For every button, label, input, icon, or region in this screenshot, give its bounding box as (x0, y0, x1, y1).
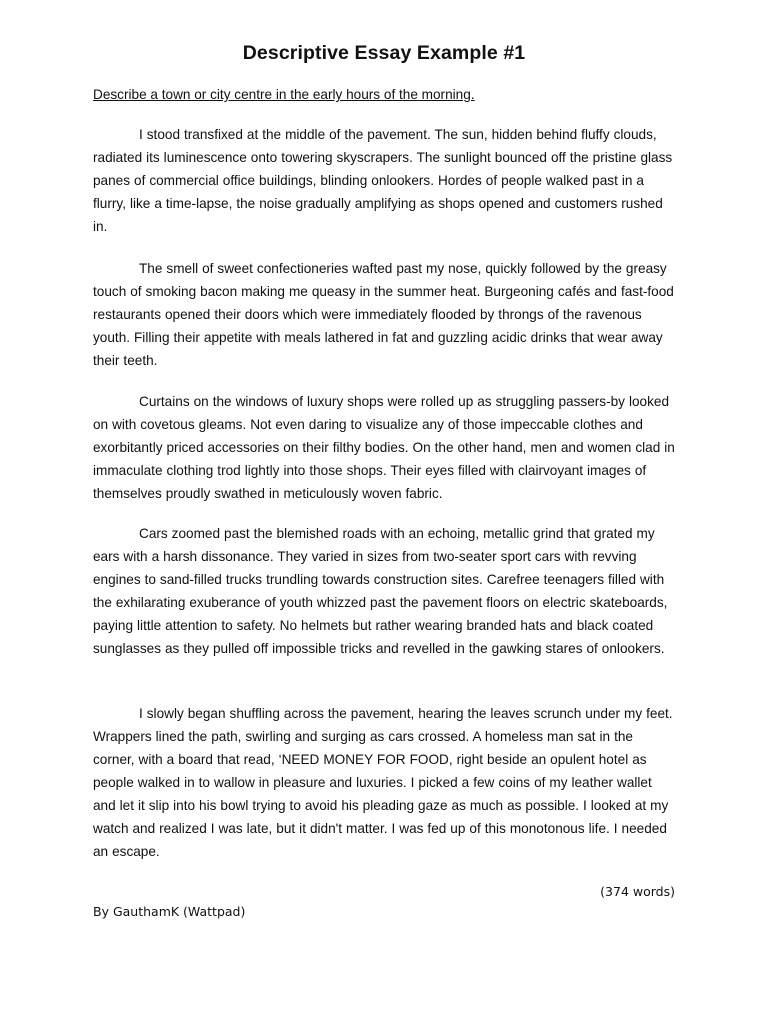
byline: By GauthamK (Wattpad) (93, 904, 246, 919)
paragraph-4: Cars zoomed past the blemished roads with an echoing, metallic grind that grated my ears with a harsh dissonance. They varied in sizes from two-seater sport cars with revving engines to sand-filled trucks trundling towards construction sites. Carefree teenagers filled with the exhilarating exuberance of youth whizzed past the pavement floors on electric skateboards, paying little attention to safety. No helmets but rather wearing branded hats and black coated sunglasses as they pulled off impossible tricks and revelled in the gawking stares of onlookers. (93, 526, 668, 656)
paragraph-3: Curtains on the windows of luxury shops were rolled up as struggling passers-by looked on with covetous gleams. Not even daring to visualize any of those impeccable clothes and exorbitantly priced accessories on their filthy bodies. On the other hand, men and women clad in immaculate clothing trod lightly into those shops. Their eyes filled with clairvoyant images of themselves proudly swathed in meticulously woven fabric. (93, 394, 675, 501)
page-title: Descriptive Essay Example #1 (242, 42, 526, 64)
essay-prompt: Describe a town or city centre in the early hours of the morning. (93, 87, 475, 102)
paragraph-5: I slowly began shuffling across the pavement, hearing the leaves scrunch under my feet. Wrappers lined the path, swirling and surging as cars crossed. A homeless man sat in the corner, with a board that read, ‘NEED MONEY FOR FOOD, right beside an opulent hotel as people walked in to wallow in pleasure and luxuries. I picked a few coins of my leather wallet and let it slip into his bowl trying to avoid his pleading gaze as much as possible. I looked at my watch and realized I was late, but it didn't matter. I was fed up of this monotonous life. I needed an escape. (93, 706, 673, 859)
word-count: (374 words) (600, 884, 675, 899)
paragraph-2: The smell of sweet confectioneries wafted past my nose, quickly followed by the greasy touch of smoking bacon making me queasy in the summer heat. Burgeoning cafés and fast-food restaurants opened their doors which were immediately flooded by throngs of the ravenous youth. Filling their appetite with meals lathered in fat and guzzling acidic drinks that wear away their teeth. (93, 261, 674, 368)
paragraph-1: I stood transfixed at the middle of the pavement. The sun, hidden behind fluffy clouds, radiated its luminescence onto towering skyscrapers. The sunlight bounced off the pristine glass panes of commercial office buildings, blinding onlookers. Hordes of people walked past in a flurry, like a time-lapse, the noise gradually amplifying as shops opened and customers rushed in. (93, 127, 673, 234)
